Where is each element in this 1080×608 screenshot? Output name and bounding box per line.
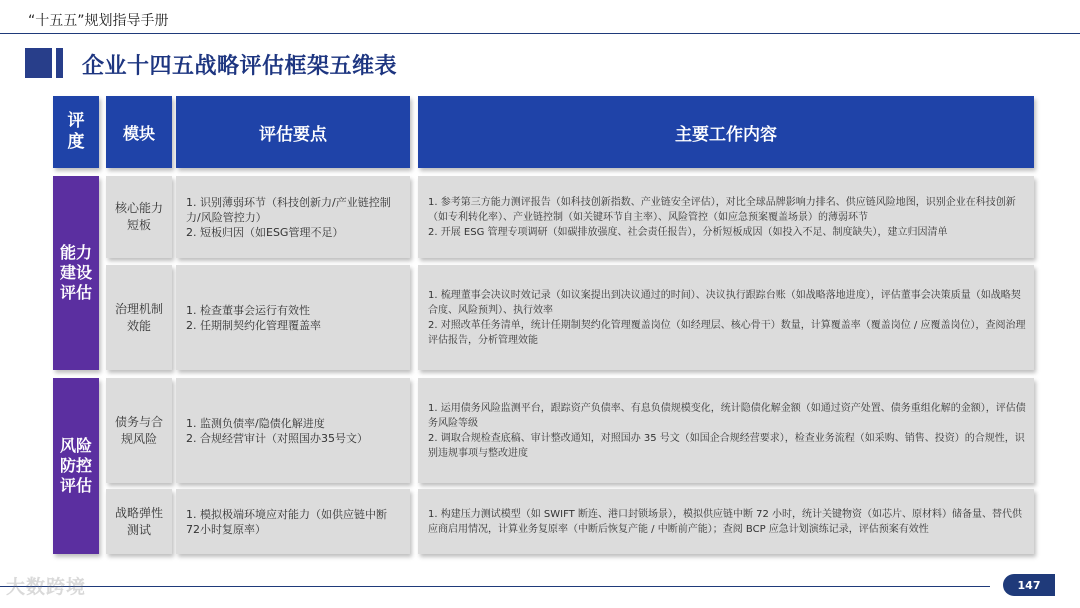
page-number-badge: 147 xyxy=(1003,574,1055,596)
work-item: 1. 运用债务风险监测平台，跟踪资产负债率、有息负债规模变化，统计隐债化解金额（如通过资产处置、债务重组化解的金额），评估债务风险等级 xyxy=(428,402,1026,429)
work-item: 2. 对照改革任务清单，统计任期制契约化管理覆盖岗位（如经理层、核心骨干）数量，计算覆盖率（覆盖岗位 / 应覆盖岗位），查阅治理评估报告，分析管理效能 xyxy=(428,319,1026,346)
dimension-capability: 能力 建设 评估 xyxy=(53,176,99,370)
watermark-logo: 大数跨境 xyxy=(6,576,87,598)
point-item: 1. 检查董事会运行有效性 xyxy=(186,303,310,317)
work-cell xyxy=(418,378,1034,483)
point-item: 2. 任期制契约化管理覆盖率 xyxy=(186,318,321,332)
module-cell: 核心能力 短板 xyxy=(106,176,172,258)
module-cell: 治理机制 效能 xyxy=(106,265,172,370)
work-item: 1. 构建压力测试模型（如 SWIFT 断连、港口封锁场景），模拟供应链中断 72 小时，统计关键物资（如芯片、原材料）储备量、替代供应商启用情况，计算业务复原率（中断后恢复产能 / 中断前产能）；查阅 BCP 应急计划演练记录，评估预案有效性 xyxy=(428,508,1023,535)
module-cell: 战略弹性 测试 xyxy=(106,489,172,554)
work-cell xyxy=(418,176,1034,258)
point-item: 1. 监测负债率/隐债化解进度 xyxy=(186,416,325,430)
col-header-points: 评估要点 xyxy=(176,96,410,168)
title-mark xyxy=(25,48,69,78)
points-cell xyxy=(176,489,410,554)
points-cell xyxy=(176,176,410,258)
work-item: 1. 参考第三方能力测评报告（如科技创新指数、产业链安全评估），对比全球品牌影响力排名、供应链风险地图，识别企业在科技创新（如专利转化率）、产业链控制（如关键环节自主率）、风险管控（如应急预案覆盖场景）的薄弱环节 xyxy=(428,196,1016,223)
point-item: 1. 模拟极端环境应对能力（如供应链中断72小时复原率） xyxy=(186,507,387,536)
point-item: 1. 识别薄弱环节（科技创新力/产业链控制力/风险管控力） xyxy=(186,195,391,224)
point-item: 2. 短板归因（如ESG管理不足） xyxy=(186,225,344,239)
point-item: 2. 合规经营审计（对照国办35号文） xyxy=(186,431,368,445)
col-header-module: 模块 xyxy=(106,96,172,168)
footer-rule xyxy=(0,586,990,587)
work-item: 1. 梳理董事会决议时效记录（如议案提出到决议通过的时间）、决议执行跟踪台账（如战略落地进度），评估董事会决策质量（如战略契合度、风险预判）、执行效率 xyxy=(428,289,1021,316)
work-cell xyxy=(418,489,1034,554)
points-cell xyxy=(176,265,410,370)
work-cell xyxy=(418,265,1034,370)
module-cell: 债务与合 规风险 xyxy=(106,378,172,483)
col-header-dimension: 评 度 xyxy=(53,96,99,168)
header-title: “十五五”规划指导手册 xyxy=(28,13,169,29)
page-title: 企业十四五战略评估框架五维表 xyxy=(82,54,398,79)
points-cell xyxy=(176,378,410,483)
col-header-work: 主要工作内容 xyxy=(418,96,1034,168)
work-item: 2. 调取合规检查底稿、审计整改通知，对照国办 35 号文（如国企合规经营要求），检查业务流程（如采购、销售、投资）的合规性，识别违规事项与整改进度 xyxy=(428,432,1025,459)
header-rule xyxy=(0,33,1080,34)
work-item: 2. 开展 ESG 管理专项调研（如碳排放强度、社会责任报告），分析短板成因（如投入不足、制度缺失），建立归因清单 xyxy=(428,226,948,238)
dimension-risk: 风险 防控 评估 xyxy=(53,378,99,554)
